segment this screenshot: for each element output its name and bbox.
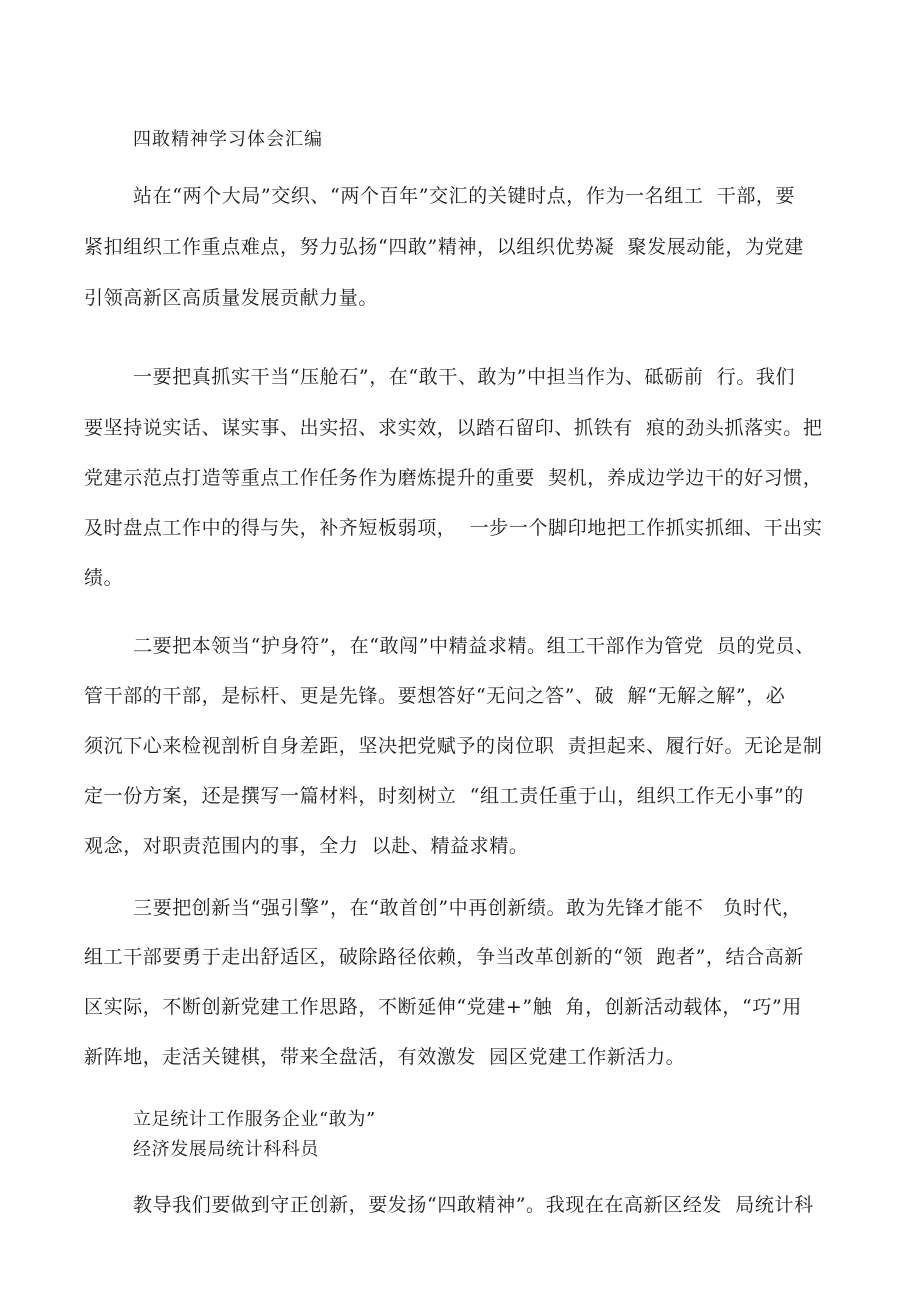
paragraph-3-line-5: 观念，对职责范围内的事，全力 以赴、精益求精。: [84, 835, 529, 857]
paragraph-1-line-1: 站在“两个大局”交织、“两个百年”交汇的关键时点，作为一名组工 干部，要: [133, 185, 796, 207]
paragraph-4-line-4: 新阵地，走活关键棋，带来全盘活，有效激发 园区党建工作新活力。: [84, 1046, 686, 1068]
paragraph-3-line-1: 二要把本领当“护身符”，在“敢闯”中精益求精。组工干部作为管党 员的党员、: [133, 635, 815, 657]
paragraph-1-line-3: 引领高新区高质量发展贡献力量。: [84, 287, 379, 309]
document-title: 四敢精神学习体会汇编: [133, 129, 323, 150]
paragraph-2-line-3: 党建示范点打造等重点工作任务作为磨炼提升的重要 契机，养成边学边干的好习惯，: [84, 467, 823, 489]
paragraph-4-line-2: 组工干部要勇于走出舒适区，破除路径依赖，争当改革创新的“领 跑者”，结合高新: [84, 946, 804, 968]
paragraph-2-line-4: 及时盘点工作中的得与失，补齐短板弱项， 一步一个脚印地把工作抓实抓细、干出实: [84, 517, 823, 539]
paragraph-2-line-1: 一要把真抓实干当“压舱石”，在“敢干、敢为”中担当作为、砥砺前 行。我们: [133, 366, 796, 388]
paragraph-4-line-3: 区实际，不断创新党建工作思路，不断延伸“党建+”触 角，创新活动载体，“巧”用: [84, 996, 802, 1018]
paragraph-1-line-2: 紧扣组织工作重点难点，努力弘扬“四敢”精神，以组织优势凝 聚发展动能，为党建: [84, 236, 804, 258]
paragraph-2-line-2: 要坚持说实话、谋实事、出实招、求实效，以踏石留印、抓铁有 痕的劲头抓落实。把: [84, 417, 823, 439]
paragraph-3-line-2: 管干部的干部，是标杆、更是先锋。要想答好“无问之答”、破 解“无解之解”，必: [84, 685, 786, 707]
author-line: 经济发展局统计科科员: [133, 1139, 319, 1160]
paragraph-4-line-1: 三要把创新当“强引擎”，在“敢首创”中再创新绩。敢为先锋才能不 负时代，: [133, 897, 802, 919]
paragraph-3-line-4: 定一份方案，还是撰写一篇材料，时刻树立 “组工责任重于山，组织工作无小事”的: [84, 785, 804, 807]
section-heading: 立足统计工作服务企业“敢为”: [133, 1109, 376, 1130]
paragraph-5-line-1: 教导我们要做到守正创新，要发扬“四敢精神”。我现在在高新区经发 局统计科: [133, 1194, 814, 1216]
paragraph-3-line-3: 须沉下心来检视剖析自身差距，坚决把党赋予的岗位职 责担起来、履行好。无论是制: [84, 735, 823, 757]
paragraph-2-line-5: 绩。: [84, 567, 124, 589]
